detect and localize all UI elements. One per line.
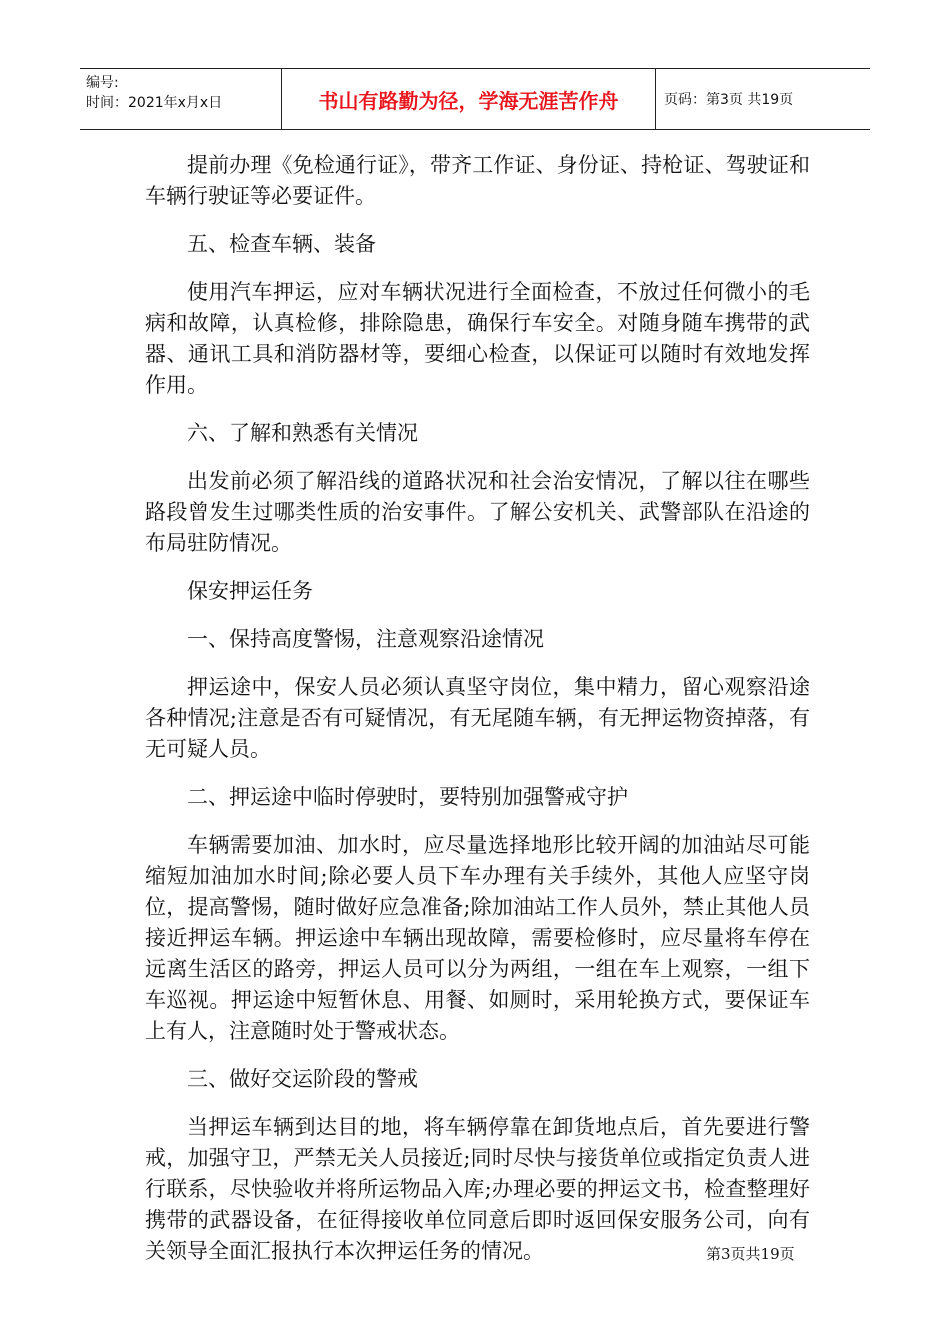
document-body <box>145 150 810 1284</box>
paragraph: 当押运车辆到达目的地，将车辆停靠在卸货地点后，首先要进行警戒，加强守卫，严禁无关人员接近;同时尽快与接货单位或指定负责人进行联系，尽快验收并将所运物品入库;办理必要的押运文书，检查整理好携带的武器设备，在征得接收单位同意后即时返回保安服务公司，向有关领导全面汇报执行本次押运任务的情况。 <box>145 1115 810 1263</box>
paragraph: 提前办理《免检通行证》，带齐工作证、身份证、持枪证、驾驶证和车辆行驶证等必要证件。 <box>145 153 810 208</box>
section-heading: 一、保持高度警惕，注意观察沿途情况 <box>187 627 544 651</box>
header-page-number: 页码：第3页 共19页 <box>664 92 794 108</box>
section-heading: 二、押运途中临时停驶时，要特别加强警戒守护 <box>187 785 628 809</box>
document-number-label: 编号: <box>86 75 119 91</box>
paragraph: 车辆需要加油、加水时，应尽量选择地形比较开阔的加油站尽可能缩短加油加水时间;除必要人员下车办理有关手续外，其他人应坚守岗位，提高警惕，随时做好应急准备;除加油站工作人员外，禁止其他人员接近押运车辆。押运途中车辆出现故障，需要检修时，应尽量将车停在远离生活区的路旁，押运人员可以分为两组，一组在车上观察，一组下车巡视。押运途中短暂休息、用餐、如厕时，采用轮换方式，要保证车上有人，注意随时处于警戒状态。 <box>145 833 810 1043</box>
section-heading: 三、做好交运阶段的警戒 <box>187 1067 418 1091</box>
page-footer: 第3页共19页 <box>706 1245 795 1263</box>
document-header <box>80 68 870 130</box>
paragraph: 押运途中，保安人员必须认真坚守岗位，集中精力，留心观察沿途各种情况;注意是否有可疑情况，有无尾随车辆，有无押运物资掉落，有无可疑人员。 <box>145 675 810 761</box>
paragraph: 出发前必须了解沿线的道路状况和社会治安情况，了解以往在哪些路段曾发生过哪类性质的治安事件。了解公安机关、武警部队在沿途的布局驻防情况。 <box>145 469 810 555</box>
section-heading: 五、检查车辆、装备 <box>187 232 376 256</box>
section-heading: 六、了解和熟悉有关情况 <box>187 421 418 445</box>
section-heading: 保安押运任务 <box>187 579 313 603</box>
header-meta <box>80 69 282 129</box>
paragraph: 使用汽车押运，应对车辆状况进行全面检查，不放过任何微小的毛病和故障，认真检修，排除隐患，确保行车安全。对随身随车携带的武器、通讯工具和消防器材等，要细心检查，以保证可以随时有效地发挥作用。 <box>145 280 810 397</box>
document-time-label: 时间：2021年x月x日 <box>86 95 223 111</box>
header-motto: 书山有路勤为径，学海无涯苦作舟 <box>282 69 656 129</box>
